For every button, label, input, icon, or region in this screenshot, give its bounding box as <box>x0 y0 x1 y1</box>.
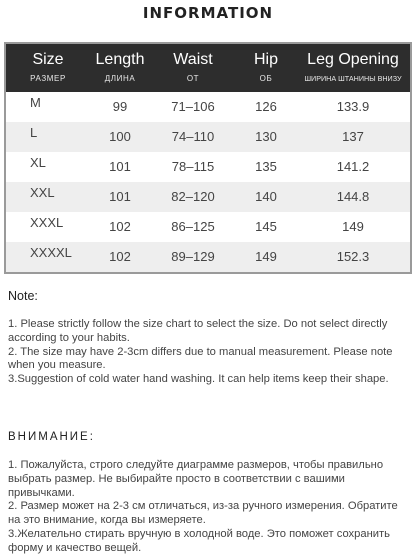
header-size-sublabel: РАЗМЕР <box>30 74 66 83</box>
cell-leg-opening: 144.8 <box>336 189 370 204</box>
cell-length: 102 <box>109 219 131 234</box>
cell-waist: 74–110 <box>171 129 215 144</box>
cell-leg-opening: 137 <box>342 129 364 144</box>
cell-length: 100 <box>109 129 131 144</box>
header-size <box>6 44 90 92</box>
header-leg-opening-sublabel: ШИРИНА ШТАНИНЫ ВНИЗУ <box>304 74 402 83</box>
note-item: 2. The size may have 2-3cm differs due to manual measurement. Please note when you measure. <box>8 345 393 372</box>
cell-waist: 82–120 <box>171 189 215 204</box>
table-header <box>6 44 410 92</box>
header-hip <box>236 44 296 92</box>
header-leg-opening <box>296 44 410 92</box>
cell-size: XXXXL <box>30 245 72 260</box>
russian-note-title: ВНИМАНИЕ: <box>8 431 95 443</box>
cell-hip: 126 <box>255 99 277 114</box>
cell-hip: 149 <box>255 249 277 264</box>
header-length-label: Length <box>95 51 145 68</box>
table-row <box>6 182 410 212</box>
header-waist-label: Waist <box>173 51 213 68</box>
cell-hip: 130 <box>255 129 277 144</box>
cell-size: M <box>30 95 41 110</box>
cell-length: 101 <box>109 189 131 204</box>
note-item: 1. Please strictly follow the size chart to select the size. Do not select directly according to your habits. <box>8 318 388 344</box>
russian-note-item: 2. Размер может на 2-3 см отличаться, из-за ручного измерения. Обратите на это внимание, когда вы измеряете. <box>8 500 398 527</box>
header-leg-opening-label: Leg Opening <box>307 51 399 68</box>
cell-leg-opening: 133.9 <box>336 99 370 114</box>
table-row <box>6 152 410 182</box>
header-size-label: Size <box>32 51 64 68</box>
cell-leg-opening: 149 <box>342 219 364 234</box>
cell-hip: 145 <box>255 219 277 234</box>
cell-length: 102 <box>109 249 131 264</box>
table-row <box>6 92 410 122</box>
russian-note-item: 1. Пожалуйста, строго следуйте диаграмме размеров, чтобы правильно выбрать размер. Не выбирайте просто в соответствии с вашими привычками. <box>8 459 384 499</box>
header-length-sublabel: ДЛИНА <box>104 74 136 83</box>
table-row <box>6 122 410 152</box>
note-item: 3.Suggestion of cold water hand washing. It can help items keep their shape. <box>8 373 389 386</box>
cell-waist: 89–129 <box>171 249 215 264</box>
cell-waist: 86–125 <box>171 219 215 234</box>
cell-length: 99 <box>112 99 128 114</box>
note-list <box>8 318 412 387</box>
size-chart-table <box>4 42 412 274</box>
cell-size: L <box>30 125 38 140</box>
cell-hip: 135 <box>255 159 277 174</box>
cell-size: XXXL <box>30 215 64 230</box>
cell-waist: 78–115 <box>171 159 215 174</box>
cell-size: XXL <box>30 185 55 200</box>
cell-hip: 140 <box>255 189 277 204</box>
note-title: Note: <box>8 289 38 303</box>
table-row <box>6 242 410 272</box>
header-hip-label: Hip <box>253 51 278 68</box>
page-title: INFORMATION <box>142 4 274 22</box>
cell-waist: 71–106 <box>171 99 215 114</box>
russian-note-list <box>8 459 412 556</box>
cell-length: 101 <box>109 159 131 174</box>
table-row <box>6 212 410 242</box>
header-waist <box>150 44 236 92</box>
header-waist-sublabel: ОТ <box>186 74 200 83</box>
russian-note-item: 3.Желательно стирать вручную в холодной воде. Это поможет сохранить форму и качество вещей. <box>8 527 390 554</box>
header-length <box>90 44 150 92</box>
cell-size: XL <box>30 155 46 170</box>
header-hip-sublabel: ОБ <box>259 74 273 83</box>
cell-leg-opening: 141.2 <box>336 159 370 174</box>
cell-leg-opening: 152.3 <box>336 249 370 264</box>
